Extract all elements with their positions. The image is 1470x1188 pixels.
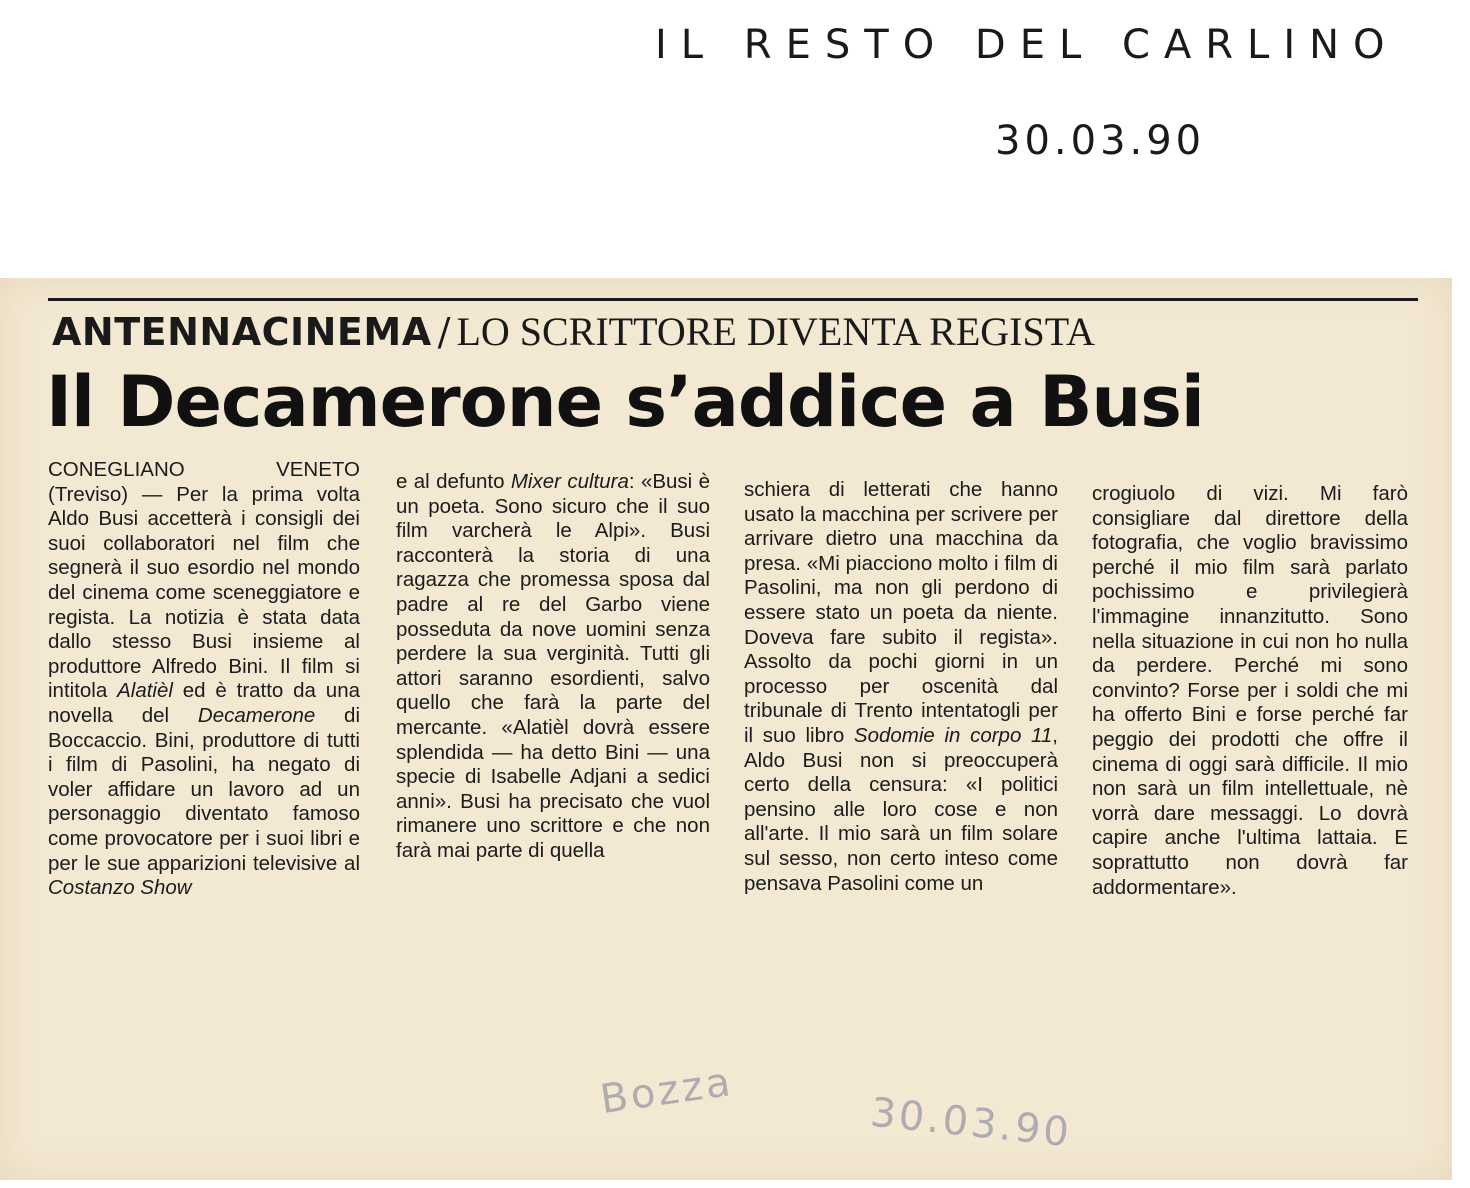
pencil-note-2: 30.03.90 <box>868 1089 1074 1157</box>
kicker-separator: / <box>437 310 451 354</box>
article-column-1 <box>48 458 360 901</box>
text-run: di Boccaccio. Bini, produttore di tutti i film di Pasolini, ha negato di voler affidare un lavoro ad un personaggio diventato famoso come provocatore per i suoi libri e per le sue apparizioni televisive al <box>48 703 361 875</box>
newspaper-clipping <box>0 278 1452 1180</box>
pencil-note-1: Bozza <box>597 1058 736 1124</box>
italic-title-run: Mixer cultura <box>510 470 629 493</box>
text-run: : «Busi è un poeta. Sono sicuro che il suo film varcherà le Alpi». Busi racconterà la storia di una ragazza che promessa sposa dal padre al re del Garbo viene posseduta da nove uomini senza perdere la sua verginità. Tutti gli attori saranno esordienti, salvo quello che farà la parte del mercante. «Alatièl dovrà essere splendida — ha detto Bini — una specie di Isabelle Adjani a sedici anni». Busi ha precisato che vuol rimanere uno scrittore e che non farà mai parte di quella <box>396 470 710 862</box>
italic-title-run: Alatièl <box>117 679 173 703</box>
top-rule <box>48 298 1418 301</box>
text-run: e al defunto <box>396 470 511 493</box>
handwritten-date-note: 30.03.90 <box>995 118 1206 164</box>
text-run: , Aldo Busi non si preoccuperà certo della censura: «I politici pensino alle loro cose e non all'arte. Il mio sarà un film solare sul sesso, non certo inteso come pensava Pasolini come un <box>744 723 1058 895</box>
handwritten-source-note: IL RESTO DEL CARLINO <box>655 22 1399 68</box>
article-column-3 <box>744 478 1058 896</box>
article-headline: Il Decamerone s’addice a Busi <box>46 361 1204 443</box>
text-run: CONEGLIANO VENETO (Treviso) — Per la prima volta Aldo Busi accetterà i consigli dei suoi collaboratori nel film che segnerà il suo esordio nel mondo del cinema come sceneggiatore e regista. La notizia è stata data dallo stesso Busi insieme al produttore Alfredo Bini. Il film si intitola <box>48 458 360 703</box>
rubric-label: ANTENNACINEMA <box>52 310 432 354</box>
italic-title-run: Decamerone <box>197 703 316 727</box>
italic-title-run: Sodomie in corpo 11 <box>853 723 1053 747</box>
article-column-4 <box>1092 482 1408 900</box>
article-column-2 <box>396 470 710 864</box>
italic-title-run: Costanzo Show <box>48 876 192 900</box>
kicker-line <box>52 310 1095 355</box>
topic-label: LO SCRITTORE DIVENTA REGISTA <box>456 309 1095 354</box>
text-run: crogiuolo di vizi. Mi farò consigliare dal direttore della fotografia, che voglio bravissimo perché il mio film sarà parlato pochissimo e privilegierà l'immagine innanzitutto. Sono nella situazione in cui non ho nulla da perdere. Perché mi sono convinto? Forse per i soldi che mi ha offerto Bini e forse perché far peggio dei prodotti che offre il cinema di oggi sarà difficile. Il mio non sarà un film intellettuale, nè vorrà dare messaggi. Lo dovrà capire anche l'ultima lattaia. E soprattutto non dovrà far addormentare». <box>1092 482 1408 899</box>
text-run: ed è tratto da una novella del <box>48 679 360 727</box>
text-run: schiera di letterati che hanno usato la macchina per scrivere per arrivare dietro una macchina da presa. «Mi piacciono molto i film di Pasolini, ma non gli perdono di essere stato un poeta da niente. Doveva fare subito il regista». Assolto da pochi giorni in un processo per oscenità dal tribunale di Trento intentatogli per il suo libro <box>744 478 1058 747</box>
